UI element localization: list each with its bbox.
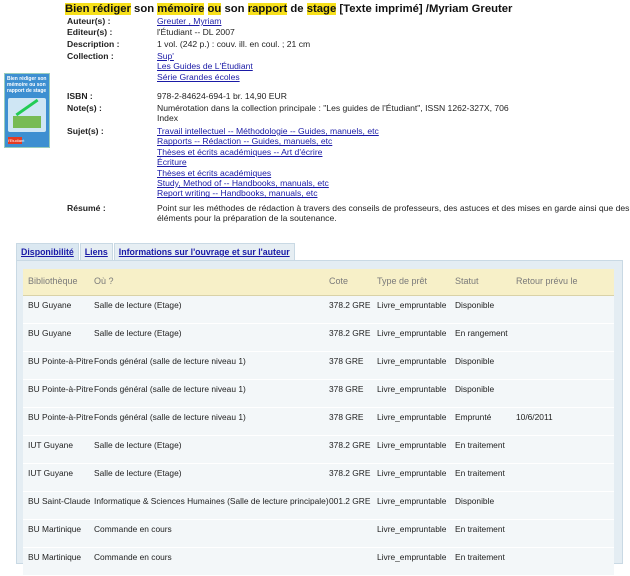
- status-cell: Disponible: [455, 496, 495, 506]
- cover-publisher-logo: l'Etudiant: [8, 138, 25, 143]
- holdings-table-body: [23, 296, 614, 576]
- summary-line: éléments pour la préparation de la soutenance.: [157, 213, 337, 224]
- subject-link[interactable]: Écriture: [157, 157, 187, 168]
- location-cell: Commande en cours: [94, 524, 172, 534]
- highlighted-search-term: ou: [207, 3, 222, 15]
- loan-type-cell: Livre_empruntable: [377, 384, 447, 394]
- loan-type-cell: Livre_empruntable: [377, 300, 447, 310]
- title-text: de: [287, 3, 307, 15]
- field-label: Note(s) :: [67, 103, 102, 113]
- location-cell: Salle de lecture (Etage): [94, 300, 182, 310]
- library-cell: BU Guyane: [28, 328, 72, 338]
- loan-type-cell: Livre_empruntable: [377, 356, 447, 366]
- loan-type-cell: Livre_empruntable: [377, 412, 447, 422]
- library-cell: BU Pointe-à-Pitre: [28, 356, 94, 366]
- tab-availability[interactable]: Disponibilité: [16, 243, 79, 260]
- location-cell: Commande en cours: [94, 552, 172, 562]
- tab-book-author-info[interactable]: Informations sur l'ouvrage et sur l'auteur: [114, 243, 295, 260]
- loan-type-cell: Livre_empruntable: [377, 328, 447, 338]
- loan-type-cell: Livre_empruntable: [377, 440, 447, 450]
- title-text: son: [130, 3, 158, 15]
- title-text: [Texte imprimé] /Myriam Greuter: [336, 3, 513, 15]
- column-header-call-number: Cote: [329, 276, 349, 287]
- field-label: Auteur(s) :: [67, 16, 111, 26]
- highlighted-search-term: Bien rédiger: [65, 3, 131, 15]
- record-title: [65, 3, 512, 15]
- location-cell: Fonds général (salle de lecture niveau 1): [94, 356, 246, 366]
- library-cell: IUT Guyane: [28, 440, 73, 450]
- location-cell: Salle de lecture (Etage): [94, 328, 182, 338]
- record-tabs: [16, 243, 296, 261]
- field-label: Sujet(s) :: [67, 126, 104, 136]
- holdings-row: [23, 380, 614, 408]
- column-header-status: Statut: [455, 276, 479, 287]
- library-cell: IUT Guyane: [28, 468, 73, 478]
- subject-link[interactable]: Travail intellectuel -- Méthodologie -- Guides, manuels, etc: [157, 126, 379, 136]
- holdings-table-header: [23, 269, 614, 296]
- location-cell: Informatique & Sciences Humaines (Salle de lecture principale): [94, 496, 329, 506]
- call-number-cell: 378.2 GRE: [329, 328, 371, 338]
- call-number-cell: 378.2 GRE: [329, 440, 371, 450]
- description-value: 1 vol. (242 p.) : couv. ill. en coul. ; 21 cm: [157, 39, 311, 49]
- field-label: Collection :: [67, 51, 114, 61]
- location-cell: Salle de lecture (Etage): [94, 468, 182, 478]
- column-header-loan-type: Type de prêt: [377, 276, 428, 287]
- status-cell: En traitement: [455, 524, 505, 534]
- holdings-row: [23, 324, 614, 352]
- holdings-row: [23, 520, 614, 548]
- status-cell: Emprunté: [455, 412, 492, 422]
- holdings-row: [23, 296, 614, 324]
- loan-type-cell: Livre_empruntable: [377, 552, 447, 562]
- holdings-row: [23, 436, 614, 464]
- subject-link[interactable]: Report writing -- Handbooks, manuals, etc: [157, 188, 318, 199]
- field-label: Editeur(s) :: [67, 27, 113, 37]
- call-number-cell: 378 GRE: [329, 412, 364, 422]
- library-cell: BU Martinique: [28, 552, 82, 562]
- field-label: ISBN :: [67, 91, 93, 101]
- highlighted-search-term: rapport: [247, 3, 288, 15]
- status-cell: Disponible: [455, 300, 495, 310]
- holdings-row: [23, 492, 614, 520]
- cover-text: Bien rédiger son mémoire ou son rapport de stage: [7, 76, 47, 94]
- library-cell: BU Pointe-à-Pitre: [28, 384, 94, 394]
- loan-type-cell: Livre_empruntable: [377, 496, 447, 506]
- field-label: Description :: [67, 39, 120, 49]
- subject-link[interactable]: Thèses et écrits académiques -- Art d'écrire: [157, 146, 323, 157]
- highlighted-search-term: mémoire: [157, 3, 205, 15]
- location-cell: Fonds général (salle de lecture niveau 1): [94, 384, 246, 394]
- title-text: son: [221, 3, 248, 15]
- due-date-cell: 10/6/2011: [516, 412, 553, 422]
- publisher-value: l'Étudiant -- DL 2007: [157, 27, 235, 37]
- holdings-row: [23, 352, 614, 380]
- holdings-table: [23, 269, 614, 576]
- status-cell: Disponible: [455, 356, 495, 366]
- status-cell: En traitement: [455, 468, 505, 478]
- call-number-cell: 378.2 GRE: [329, 468, 371, 478]
- availability-panel: [16, 260, 623, 564]
- location-cell: Fonds général (salle de lecture niveau 1): [94, 412, 246, 422]
- call-number-cell: 378 GRE: [329, 356, 364, 366]
- column-header-due-date: Retour prévu le: [516, 276, 578, 287]
- status-cell: Disponible: [455, 384, 495, 394]
- summary-line: Point sur les méthodes de rédaction à travers des conseils de professeurs, des astuces et des mises en garde ainsi que des: [157, 203, 630, 213]
- status-cell: En traitement: [455, 552, 505, 562]
- holdings-row: [23, 548, 614, 576]
- loan-type-cell: Livre_empruntable: [377, 468, 447, 478]
- call-number-cell: 001.2 GRE: [329, 496, 371, 506]
- author-link[interactable]: Greuter , Myriam: [157, 16, 222, 26]
- column-header-location: Où ?: [94, 276, 114, 287]
- status-cell: En rangement: [455, 328, 508, 338]
- note-line: Numérotation dans la collection principale : "Les guides de l'Étudiant", ISSN 1262-327X, 706: [157, 103, 509, 113]
- location-cell: Salle de lecture (Etage): [94, 440, 182, 450]
- collection-link[interactable]: Les Guides de L'Étudiant: [157, 61, 253, 72]
- highlighted-search-term: stage: [306, 3, 337, 15]
- collection-link[interactable]: Série Grandes écoles: [157, 71, 240, 82]
- field-label: Résumé :: [67, 203, 106, 213]
- tab-links[interactable]: Liens: [80, 243, 113, 260]
- cover-illustration: [8, 98, 46, 132]
- collection-link[interactable]: Sup': [157, 51, 174, 61]
- library-cell: BU Martinique: [28, 524, 82, 534]
- note-line: Index: [157, 113, 179, 124]
- call-number-cell: 378 GRE: [329, 384, 364, 394]
- subject-link[interactable]: Study, Method of -- Handbooks, manuals, etc: [157, 178, 329, 189]
- library-cell: BU Pointe-à-Pitre: [28, 412, 94, 422]
- holdings-row: [23, 464, 614, 492]
- isbn-value: 978-2-84624-694-1 br. 14,90 EUR: [157, 91, 287, 101]
- subject-link[interactable]: Thèses et écrits académiques: [157, 167, 272, 178]
- call-number-cell: 378.2 GRE: [329, 300, 371, 310]
- subject-link[interactable]: Rapports -- Rédaction -- Guides, manuels, etc: [157, 136, 333, 147]
- library-cell: BU Guyane: [28, 300, 72, 310]
- library-cell: BU Saint-Claude: [28, 496, 91, 506]
- status-cell: En traitement: [455, 440, 505, 450]
- holdings-row: [23, 408, 614, 436]
- column-header-library: Bibliothèque: [28, 276, 78, 287]
- loan-type-cell: Livre_empruntable: [377, 524, 447, 534]
- book-cover-image: [4, 73, 50, 148]
